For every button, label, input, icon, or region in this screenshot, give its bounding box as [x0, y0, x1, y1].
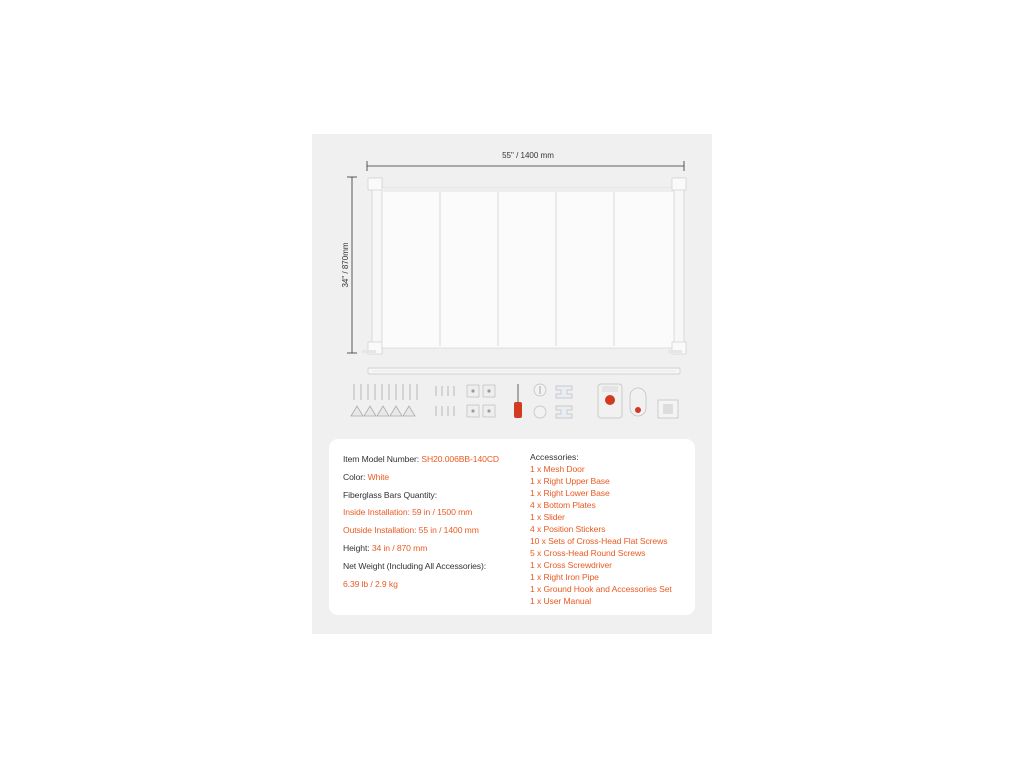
accessory-item: 1 x Mesh Door [530, 464, 585, 474]
accessories-list [530, 451, 672, 607]
bottom-plates-image [467, 385, 495, 417]
right-lower-base-image [630, 388, 646, 416]
height-dimension-label: 34" / 870mm [341, 242, 350, 288]
accessory-item: 1 x Ground Hook and Accessories Set [530, 584, 672, 594]
spec-color: Color: White [343, 471, 390, 482]
spec-net-weight-value: 6.39 lb / 2.9 kg [343, 578, 398, 589]
right-upper-base-image [598, 384, 622, 418]
product-info-panel [312, 134, 712, 634]
width-dimension-line [367, 161, 684, 171]
width-dimension-label: 55" / 1400 mm [502, 151, 554, 160]
iron-pipe-image [368, 368, 680, 374]
accessory-item: 4 x Position Stickers [530, 524, 606, 534]
spec-model-number: Item Model Number: SH20.006BB-140CD [343, 454, 500, 464]
accessory-item: 1 x Right Upper Base [530, 476, 610, 486]
spec-inside-installation: Inside Installation: 59 in / 1500 mm [343, 507, 473, 518]
accessory-item: 4 x Bottom Plates [530, 500, 596, 510]
accessory-item: 1 x Right Iron Pipe [530, 572, 599, 582]
specifications-card [329, 439, 695, 615]
screwdriver-image [514, 384, 522, 418]
accessory-item: 1 x Slider [530, 512, 565, 522]
accessory-item: 10 x Sets of Cross-Head Flat Screws [530, 536, 668, 546]
slider-image [556, 386, 572, 418]
spec-height: Height: 34 in / 870 mm [343, 542, 428, 553]
spec-fiberglass-bars: Fiberglass Bars Quantity: [343, 489, 437, 500]
accessories-heading: Accessories: [530, 452, 579, 462]
accessory-item: 1 x User Manual [530, 596, 592, 606]
product-diagram [312, 134, 712, 434]
spec-outside-installation: Outside Installation: 55 in / 1400 mm [343, 525, 479, 536]
specs-list [343, 451, 499, 593]
accessory-item: 1 x Right Lower Base [530, 488, 610, 498]
mesh-gate-image [362, 178, 686, 354]
spec-net-weight: Net Weight (Including All Accessories): [343, 560, 487, 571]
accessory-item: 5 x Cross-Head Round Screws [530, 548, 646, 558]
accessory-item: 1 x Cross Screwdriver [530, 560, 612, 570]
screws-image [351, 384, 454, 416]
ground-hook-image [658, 400, 678, 418]
position-stickers-image [534, 384, 546, 418]
